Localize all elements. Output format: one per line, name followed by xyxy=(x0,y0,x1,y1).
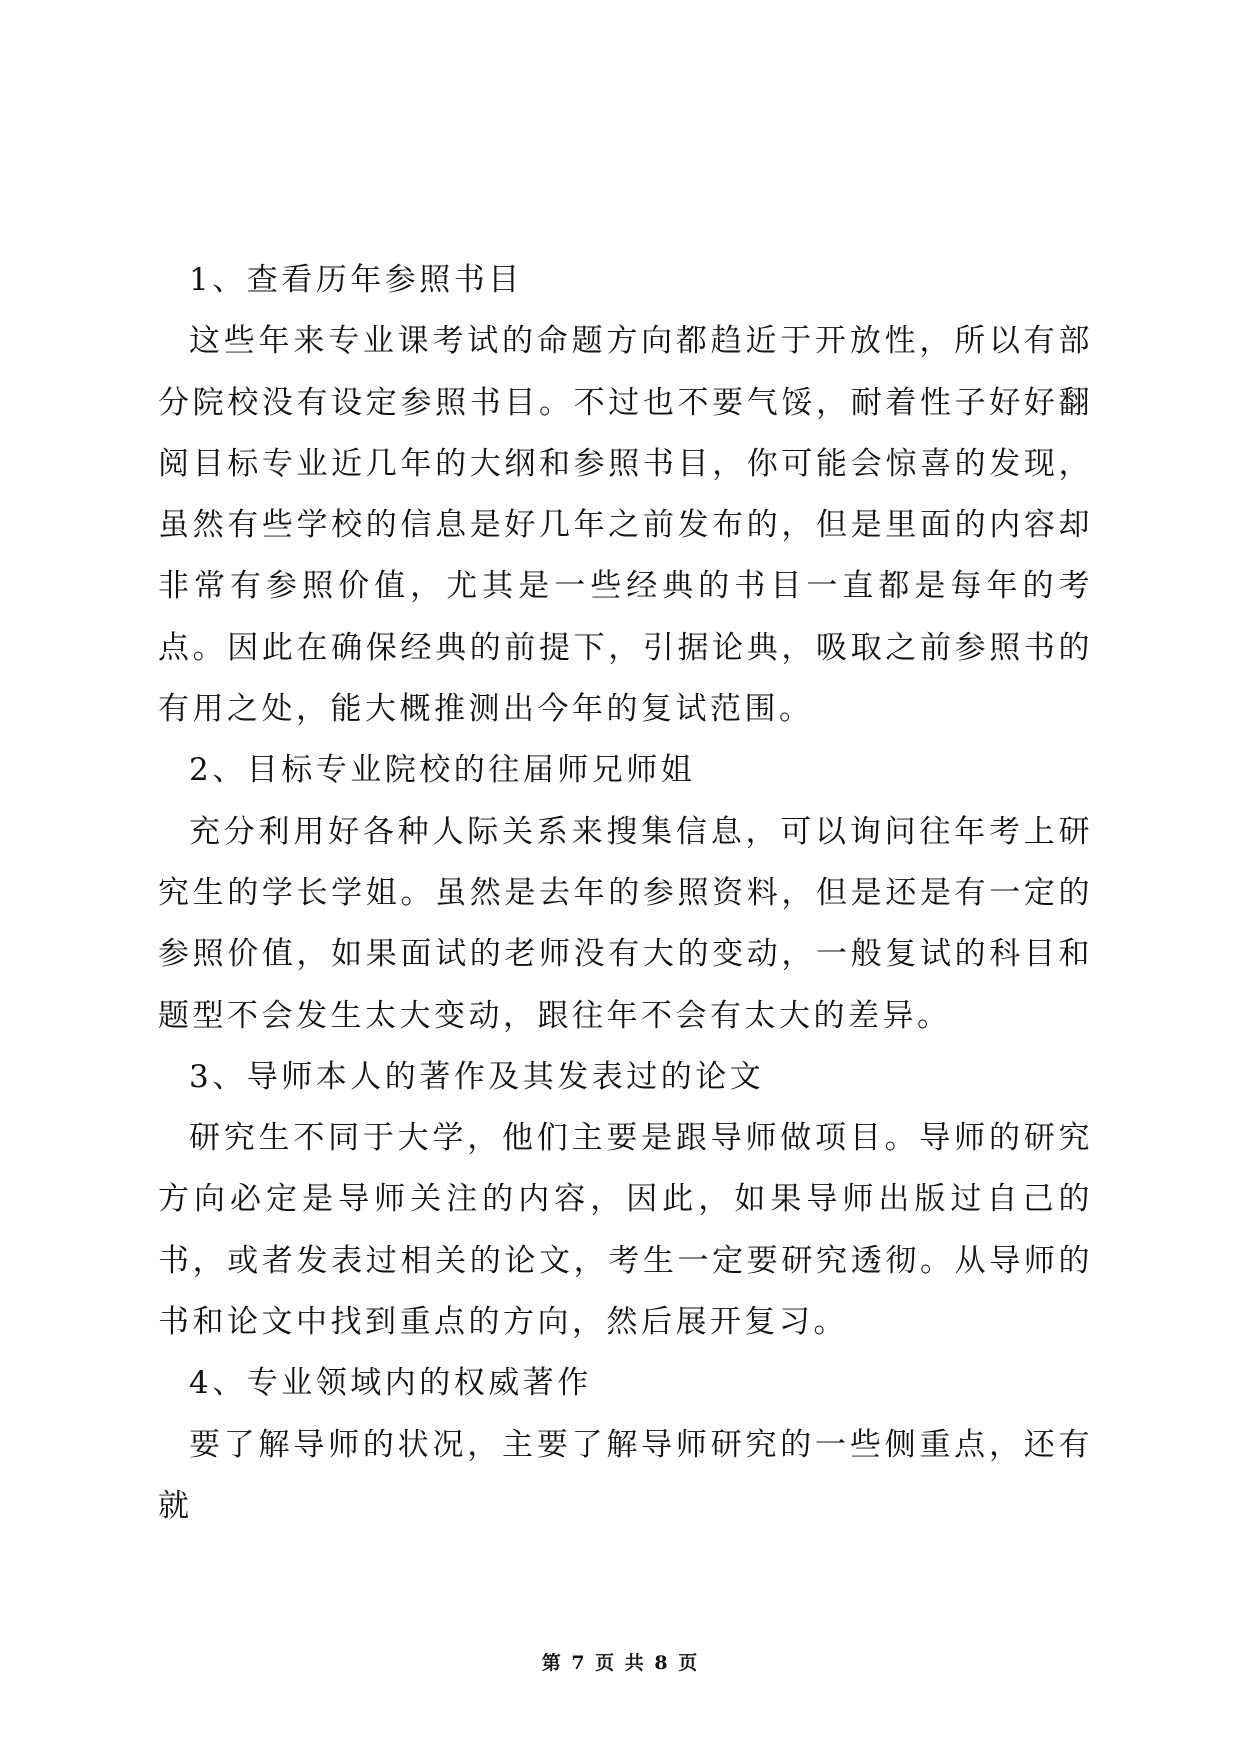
document-content xyxy=(158,250,1093,1537)
section-2-body: 充分利用好各种人际关系来搜集信息，可以询问往年考上研究生的学长学姐。虽然是去年的参照资料，但是还是有一定的参照价值，如果面试的老师没有大的变动，一般复试的科目和题型不会发生太大变动，跟往年不会有太大的差异。 xyxy=(158,813,1093,1034)
section-3-heading: 3、导师本人的著作及其发表过的论文 xyxy=(189,1058,765,1095)
section-1-body: 这些年来专业课考试的命题方向都趋近于开放性，所以有部分院校没有设定参照书目。不过也不要气馁，耐着性子好好翻阅目标专业近几年的大纲和参照书目，你可能会惊喜的发现，虽然有些学校的信息是好几年之前发布的，但是里面的内容却非常有参照价值，尤其是一些经典的书目一直都是每年的考点。因此在确保经典的前提下，引据论典，吸取之前参照书的有用之处，能大概推测出今年的复试范围。 xyxy=(158,323,1093,728)
page-number-footer: 第 7 页 共 8 页 xyxy=(541,1652,700,1674)
section-4-heading: 4、专业领域内的权威著作 xyxy=(189,1365,592,1402)
section-2-heading: 2、目标专业院校的往届师兄师姐 xyxy=(189,752,696,789)
section-3-body: 研究生不同于大学，他们主要是跟导师做项目。导师的研究方向必定是导师关注的内容，因此，如果导师出版过自己的书，或者发表过相关的论文，考生一定要研究透彻。从导师的书和论文中找到重点的方向，然后展开复习。 xyxy=(158,1120,1093,1341)
section-4-body: 要了解导师的状况，主要了解导师研究的一些侧重点，还有就 xyxy=(158,1426,1093,1524)
section-1-heading: 1、查看历年参照书目 xyxy=(189,262,523,298)
